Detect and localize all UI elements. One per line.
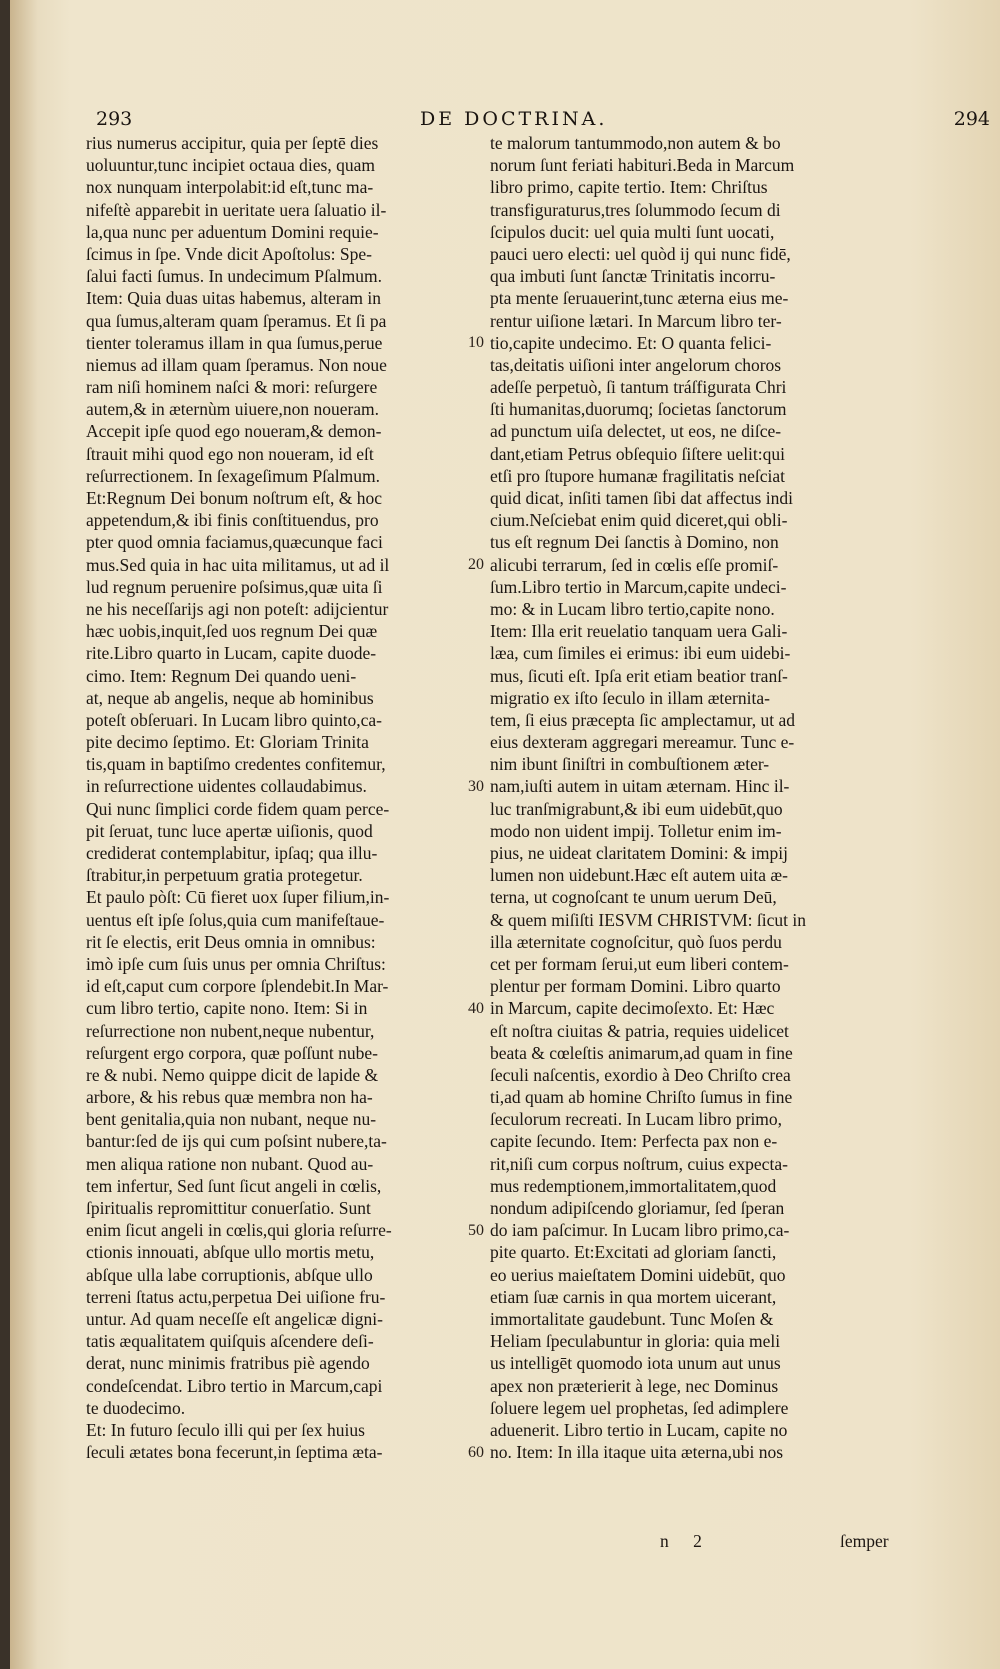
text-line: etiam ſuæ carnis in qua mortem uicerant, [490,1286,777,1307]
text-line: mus.Sed quia in hac uita militamus, ut ad il [86,554,390,575]
right-text-column [490,132,935,1463]
text-line: tas,deitatis uiſioni inter angelorum choros [490,354,782,375]
text-line: Et:Regnum Dei bonum noſtrum eſt, & hoc [86,488,383,508]
page-footer [660,1531,960,1555]
text-line: transfiguraturus,tres ſolummodo ſecum di [490,199,781,220]
text-line: bent genitalia,quia non nubant, neque nu- [86,1109,377,1130]
text-line: derat, nunc minimis fratribus piè agendo [86,1353,370,1374]
text-line: pite decimo ſeptimo. Et: Gloriam Trinita [86,732,369,753]
text-line: pter quod omnia faciamus,quæcunque faci [86,532,383,553]
text-line: arbore, & his rebus quæ membra non ha- [86,1087,373,1108]
signature-mark: n 2 [660,1531,712,1551]
text-line: læa, cum ſimiles ei erimus: ibi eum uidebi- [490,643,791,664]
text-line: tus eſt regnum Dei ſanctis à Domino, non [490,532,779,553]
text-line: apex non præterierit à lege, nec Dominus [490,1375,779,1396]
text-line: imò ipſe cum ſuis unus per omnia Chriſtus: [86,953,386,974]
text-line: luc tranſmigrabunt,& ibi eum uidebūt,quo [490,798,783,819]
text-line: Accepit ipſe quod ego noueram,& demon- [86,421,382,442]
text-line: condeſcendat. Libro tertio in Marcum,capi [86,1375,383,1396]
text-line: reſurgent ergo corpora, quæ poſſunt nube- [86,1042,378,1063]
text-line: terreni ſtatus actu,perpetua Dei uiſione fru- [86,1286,386,1307]
text-line: mus redemptionem,immortalitatem,quod [490,1175,777,1196]
text-line: lud regnum peruenire poſsimus,quæ uita ſi [86,576,383,597]
text-line: rit ſe electis, erit Deus omnia in omnibus: [86,931,376,952]
text-line: cet per formam ſerui,ut eum liberi contem- [490,953,789,974]
catchword: ſemper [840,1531,889,1551]
text-line: la,qua nunc per aduentum Domini requie- [86,221,379,242]
text-line: nam,iuſti autem in uitam æternam. Hinc il- [490,776,790,797]
line-number: 10 [468,333,484,351]
text-line: autem,& in æternùm uiuere,non noueram. [86,399,380,420]
text-line: eius dexteram aggregari mereamur. Tunc e- [490,732,795,753]
text-line: ſcipulos ducit: uel quia multi ſunt uocati, [490,221,775,242]
text-line: tem infertur, Sed ſunt ſicut angeli in cœlis, [86,1175,382,1196]
text-line: rite.Libro quarto in Lucam, capite duode- [86,643,377,664]
text-line: Heliam ſpeculabuntur in gloria: quia meli [490,1331,781,1352]
text-line: ſtrabitur,in perpetuum gratia protegetur. [86,865,363,886]
text-line: at, neque ab angelis, neque ab hominibus [86,687,374,708]
text-line: immortalitate gaudebunt. Tunc Moſen & [490,1308,774,1329]
text-line: etſi pro ſtupore humanæ fragilitatis neſciat [490,465,785,486]
text-line: cium.Neſciebat enim quid diceret,qui obli- [490,510,788,531]
text-line: rentur uiſione lætari. In Marcum libro ter- [490,310,782,331]
text-line: nondum adipiſcendo gloriamur, ſed ſperan [490,1198,785,1218]
text-line: uentus eſt ipſe ſolus,quia cum manifeſtaue- [86,909,385,930]
text-line: ſtrauit mihi quod ego non noueram, id eſt [86,443,374,464]
text-line: tio,capite undecimo. Et: O quanta felici- [490,332,772,353]
text-line: niemus ad illam quam ſperamus. Non noue [86,354,387,375]
text-line: hæc uobis,inquit,ſed uos regnum Dei quæ [86,621,378,642]
text-line: quid dicat, inſiti tamen ſibi dat affectus indi [490,488,793,508]
text-line: men aliqua ratione non nubant. Quod au- [86,1153,374,1174]
text-line: ſeculorum recreati. In Lucam libro primo, [490,1109,783,1130]
text-line: appetendum,& ibi finis conſtituendus, pro [86,510,379,531]
text-line: cum libro tertio, capite nono. Item: Si in [86,998,368,1019]
text-line: pite quarto. Et:Excitati ad gloriam ſancti, [490,1242,777,1263]
text-line: qua ſumus,alteram quam ſperamus. Et ſi pa [86,310,387,331]
text-line: ad punctum uiſa delectet, ut eos, ne diſce- [490,421,782,442]
text-line: Et: In futuro ſeculo illi qui per ſex huius [86,1419,365,1440]
text-line: plentur per formam Domini. Libro quarto [490,976,781,997]
text-line: alicubi terrarum, ſed in cœlis eſſe promiſ- [490,554,779,575]
text-line: ram niſi hominem naſci & mori: reſurgere [86,377,378,398]
text-line: eſt noſtra ciuitas & patria, requies uidelicet [490,1020,789,1041]
text-line: nim ibunt ſiniſtri in combuſtionem æter- [490,754,770,775]
text-line: reſurrectione non nubent,neque nubentur, [86,1020,375,1041]
text-line: rius numerus accipitur, quia per ſeptē dies [86,133,379,153]
text-line: beata & cœleſtis animarum,ad quam in fine [490,1042,793,1063]
text-line: modo non uident impij. Tolletur enim im- [490,820,782,841]
text-line: ſoluere legem uel prophetas, ſed adimplere [490,1397,789,1418]
line-number: 40 [468,999,484,1017]
text-line: do iam paſcimur. In Lucam libro primo,ca- [490,1220,790,1241]
text-line: re & nubi. Nemo quippe dicit de lapide & [86,1064,379,1085]
line-number: 30 [468,777,484,795]
text-line: pauci uero electi: uel quòd ij qui nunc fidē, [490,243,791,264]
line-number: 20 [468,555,484,573]
text-line: nifeſtè apparebit in ueritate uera ſaluatio il- [86,199,387,220]
text-line: crediderat contemplabitur, ipſaq; qua illu- [86,843,378,863]
text-line: eo uerius maieſtatem Domini uidebūt, quo [490,1264,786,1285]
line-number: 50 [468,1221,484,1239]
text-line: ſpiritualis repromittitur conuerſatio. Sunt [86,1198,371,1218]
text-line: reſurrectionem. In ſexageſimum Pſalmum. [86,465,381,486]
text-line: pius, ne uideat claritatem Domini: & impij [490,843,788,863]
text-line: migratio ex iſto ſeculo in illam æternita- [490,687,770,708]
text-line: capite ſecundo. Item: Perfecta pax non e- [490,1131,778,1152]
text-line: dant,etiam Petrus obſequio ſiſtere uelit:qui [490,443,786,464]
text-line: ſeculi ætates bona fecerunt,in ſeptima æta- [86,1442,383,1463]
text-line: us intelligēt quomodo iota unum aut unus [490,1353,781,1374]
text-line: adeſſe perpetuò, ſi tantum tráſfigurata Chri [490,377,787,398]
text-line: Item: Quia duas uitas habemus, alteram in [86,288,381,309]
text-line: ſeculi naſcentis, exordio à Deo Chriſto crea [490,1064,791,1085]
text-line: & quem miſiſti IESVM CHRISTVM: ſicut in [490,909,806,930]
text-line: ſcimus in ſpe. Vnde dicit Apoſtolus: Spe- [86,243,372,264]
text-line: ſalui facti ſumus. In undecimum Pſalmum. [86,266,382,287]
text-line: enim ſicut angeli in cœlis,qui gloria reſurre- [86,1220,392,1241]
text-line: mo: & in Lucam libro tertio,capite nono. [490,598,775,619]
text-line: uoluuntur,tunc incipiet octaua dies, quam [86,155,375,176]
text-line: ſti humanitas,duorumq; ſocietas ſanctorum [490,399,787,420]
page-number-left: 293 [96,108,133,130]
text-line: rit,niſi cum corpus noſtrum, cuius expecta- [490,1153,788,1174]
text-line: Et paulo pòſt: Cū fieret uox ſuper filium,in- [86,887,390,908]
text-line: pit ſeruat, tunc luce apertæ uiſionis, quod [86,820,373,841]
text-line: tis,quam in baptiſmo credentes confitemur, [86,754,386,775]
left-text-column [86,132,526,1463]
text-line: lumen non uidebunt.Hæc eſt autem uita æ- [490,865,788,886]
text-line: nox nunquam interpolabit:id eſt,tunc ma- [86,177,374,198]
text-line: ctionis innouati, abſque ullo mortis metu, [86,1242,375,1263]
text-line: mus, ſicuti eſt. Ipſa erit etiam beatior tranſ- [490,665,788,686]
text-line: poteſt obſeruari. In Lucam libro quinto,ca- [86,709,382,730]
text-line: ne his neceſſarijs agi non poteſt: adijcientur [86,598,389,619]
text-line: norum ſunt feriati habituri.Beda in Marcum [490,155,795,176]
text-line: libro primo, capite tertio. Item: Chriſtus [490,177,768,198]
text-line: untur. Ad quam neceſſe eſt angelicæ digni- [86,1308,383,1329]
text-line: cimo. Item: Regnum Dei quando ueni- [86,665,357,686]
book-page [10,0,1000,1669]
text-line: abſque ulla labe corruptionis, abſque ullo [86,1264,373,1285]
text-line: Item: Illa erit reuelatio tanquam uera Gali- [490,621,788,642]
text-line: in reſurrectione uidentes collaudabimus. [86,776,367,797]
text-line: tienter toleramus illam in qua ſumus,perue [86,332,383,353]
text-line: aduenerit. Libro tertio in Lucam, capite no [490,1419,788,1440]
text-line: Qui nunc ſimplici corde fidem quam perce- [86,798,390,819]
text-line: id eſt,caput cum corpore ſplendebit.In Mar- [86,976,389,997]
text-line: qua imbuti ſunt ſanctæ Trinitatis incorru- [490,266,776,287]
text-line: te malorum tantummodo,non autem & bo [490,133,781,153]
text-line: no. Item: In illa itaque uita æterna,ubi nos [490,1442,784,1463]
text-line: ſum.Libro tertio in Marcum,capite undeci- [490,576,787,597]
text-line: tem, ſi eius præcepta ſic amplectamur, ut ad [490,709,795,730]
line-number: 60 [468,1443,484,1461]
text-line: ti,ad quam ab homine Chriſto ſumus in fine [490,1087,793,1108]
text-line: illa æternitate cognoſcitur, quò ſuos perdu [490,931,782,952]
text-line: in Marcum, capite decimoſexto. Et: Hæc [490,998,775,1019]
page-number-right: 294 [953,108,990,130]
running-title: DE DOCTRINA. [420,108,608,130]
text-line: tatis æqualitatem quiſquis aſcendere deſi- [86,1331,374,1352]
text-line: bantur:ſed de ijs qui cum poſsint nubere,ta- [86,1131,387,1152]
text-line: terna, ut cognoſcant te unum uerum Deū, [490,887,777,908]
text-line: te duodecimo. [86,1397,186,1418]
text-line: pta mente ſeruauerint,tunc æterna eius me- [490,288,789,309]
